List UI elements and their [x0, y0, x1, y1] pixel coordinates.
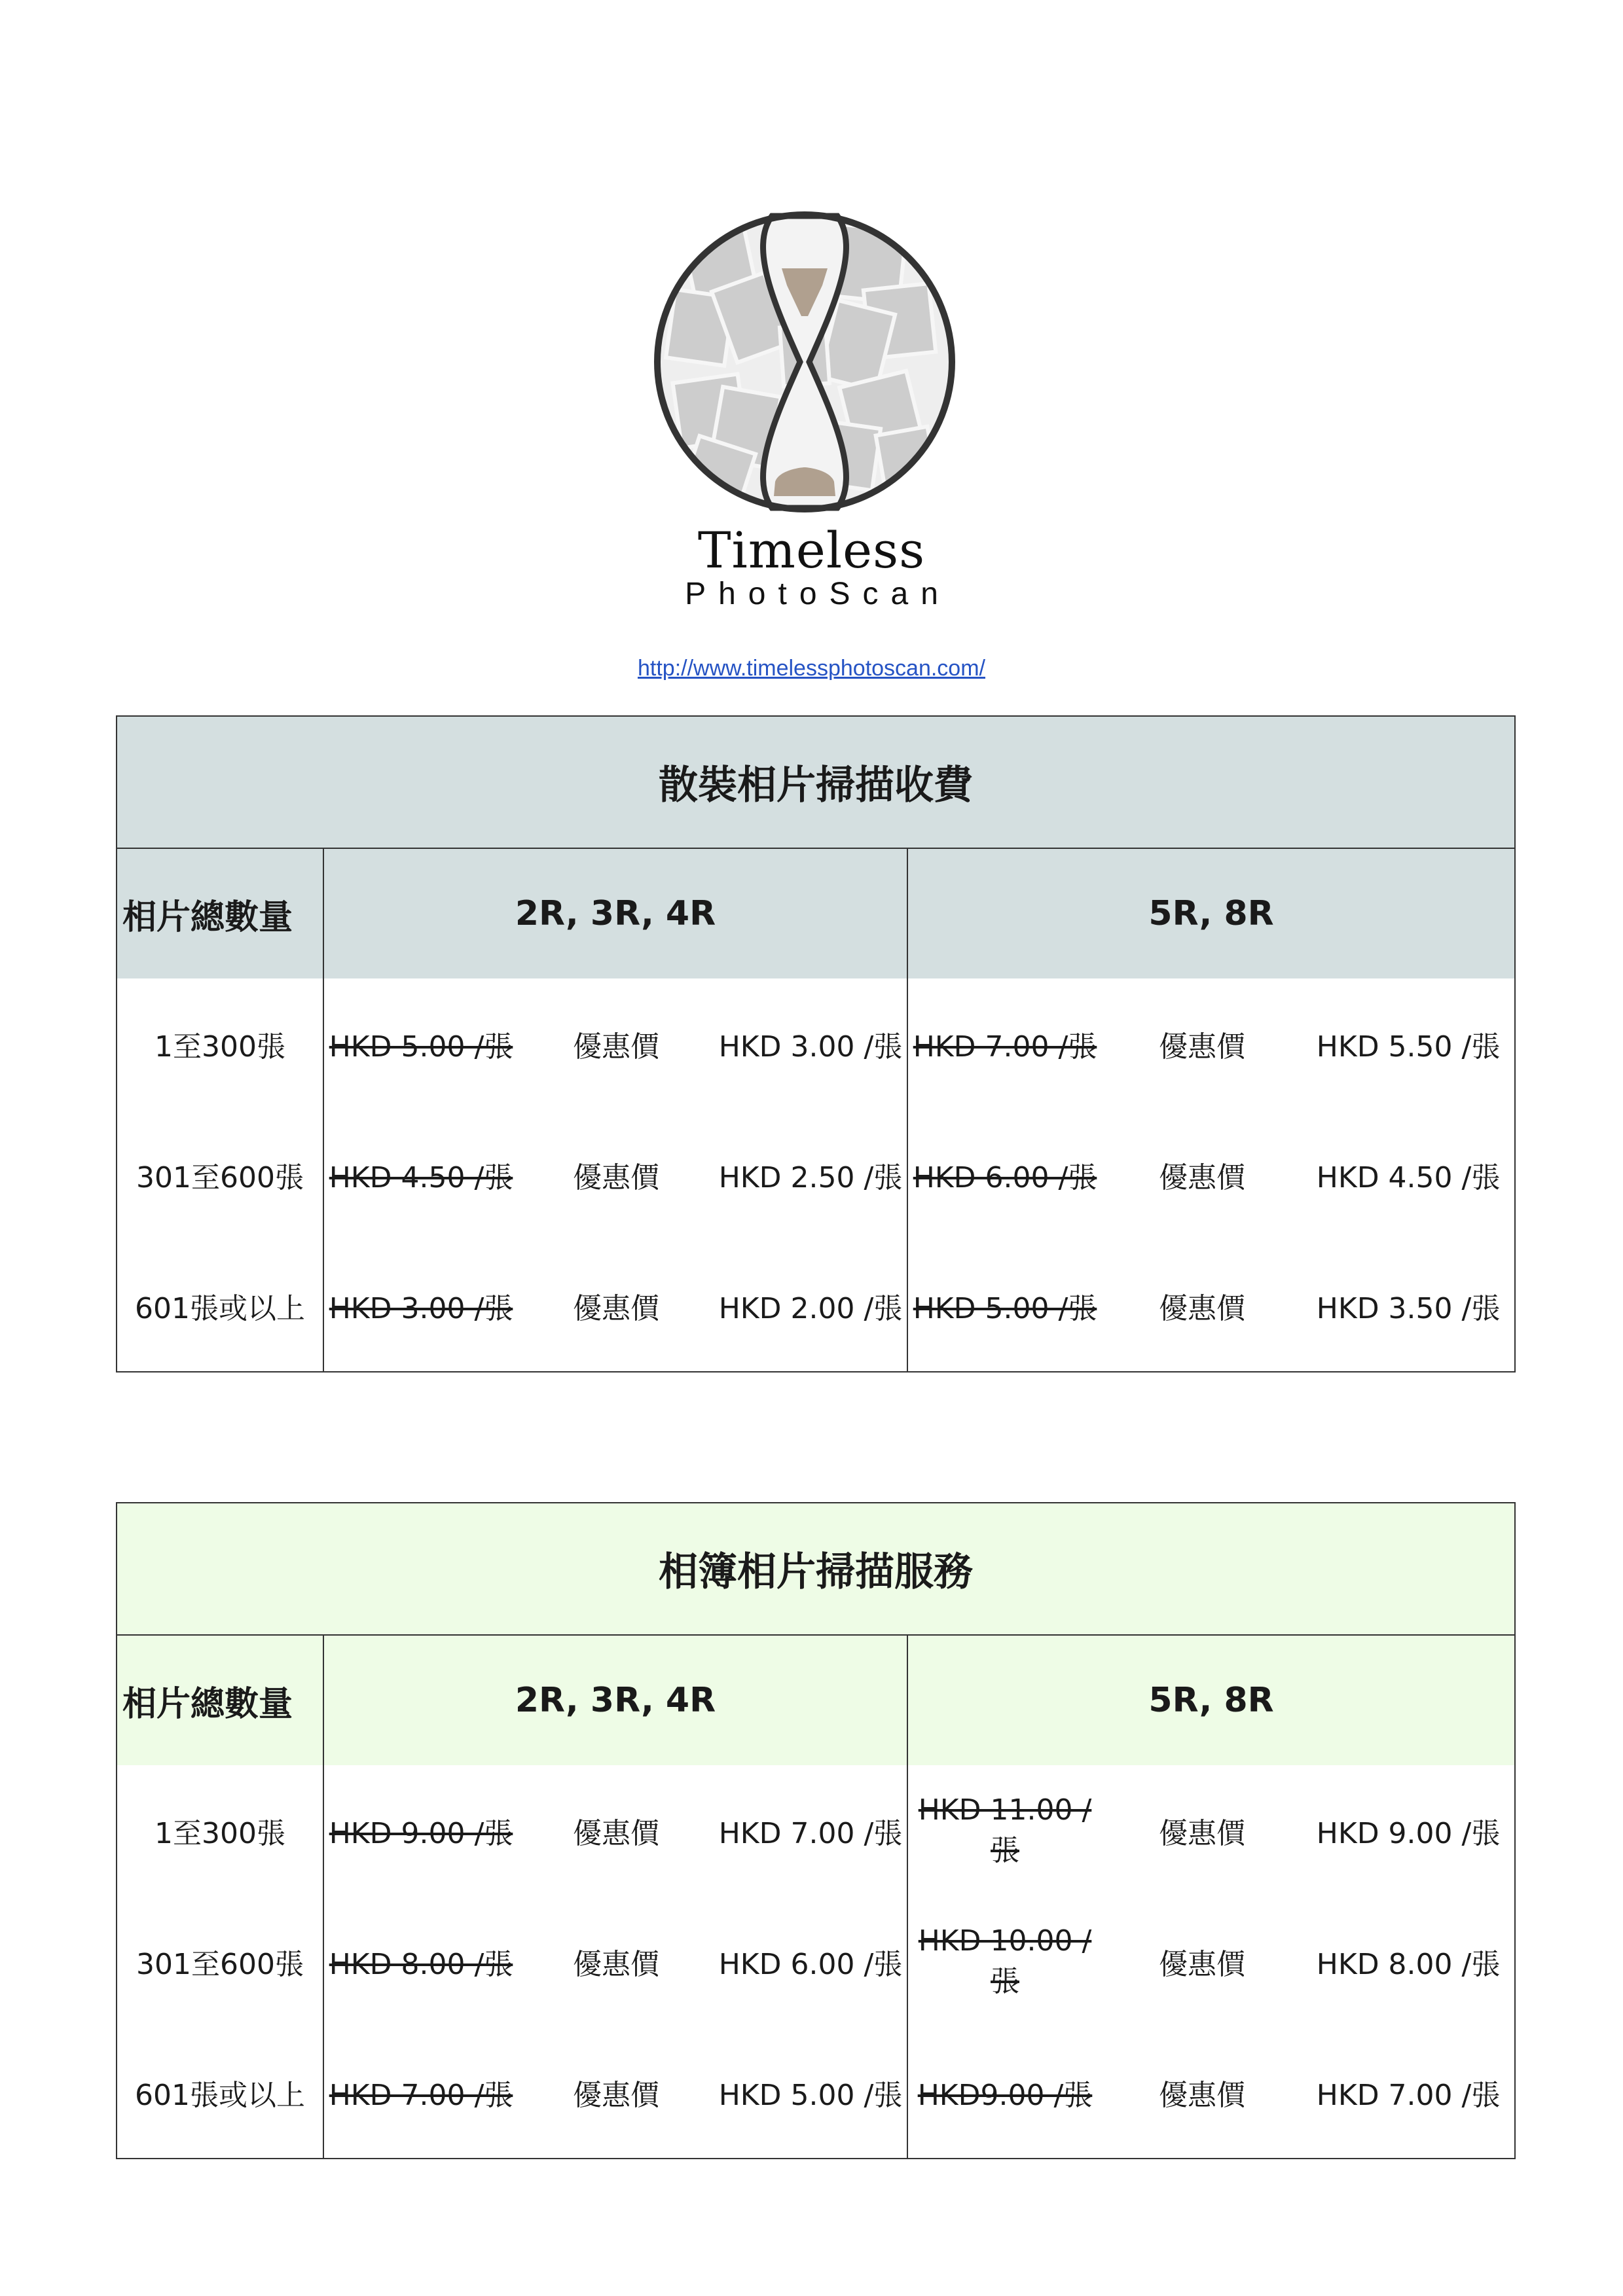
discount-price: HKD 3.00 /張 [714, 978, 907, 1109]
original-price: HKD 8.00 /張 [329, 1948, 513, 1981]
qty-cell: 601張或以上 [117, 1240, 323, 1372]
original-price: HKD 11.00 /張 [918, 1793, 1092, 1867]
discount-label: 優惠價 [573, 2079, 659, 2112]
qty-header: 相片總數量 [117, 1635, 323, 1765]
discount-price: HKD 4.50 /張 [1316, 1161, 1501, 1194]
discount-label: 優惠價 [573, 1948, 659, 1981]
size-group-header: 5R, 8R [907, 1635, 1515, 1765]
original-price: HKD 4.50 /張 [329, 1161, 513, 1194]
discount-price: HKD 9.00 /張 [1316, 1817, 1501, 1850]
hourglass-photos-icon [651, 208, 958, 516]
original-price: HKD 7.00 /張 [329, 2079, 513, 2112]
discount-price: HKD 2.50 /張 [714, 1109, 907, 1240]
website-link[interactable]: http://www.timelessphotoscan.com/ [637, 656, 985, 681]
original-price: HKD 9.00 /張 [329, 1817, 513, 1850]
discount-price: HKD 2.00 /張 [714, 1240, 907, 1372]
discount-price: HKD 7.00 /張 [714, 1765, 907, 1896]
size-group-header: 2R, 3R, 4R [323, 1635, 907, 1765]
discount-label: 優惠價 [1159, 2079, 1245, 2112]
table-row [117, 1240, 1515, 1372]
table-row [117, 2027, 1515, 2159]
discount-label: 優惠價 [1159, 1817, 1245, 1850]
table-row [117, 1765, 1515, 1896]
brand-logo [651, 208, 958, 516]
original-price: HKD 7.00 /張 [913, 1030, 1097, 1064]
discount-label: 優惠價 [1159, 1292, 1245, 1325]
discount-price: HKD 5.00 /張 [714, 2027, 907, 2159]
size-group-header: 5R, 8R [907, 848, 1515, 978]
qty-cell: 1至300張 [117, 1765, 323, 1896]
original-price: HKD 3.00 /張 [329, 1292, 513, 1325]
loose-photo-price-table [116, 715, 1516, 1372]
discount-label: 優惠價 [1159, 1948, 1245, 1981]
table-row [117, 1896, 1515, 2027]
discount-label: 優惠價 [1159, 1161, 1245, 1194]
discount-price: HKD 3.50 /張 [1316, 1292, 1501, 1325]
album-photo-price-table [116, 1502, 1516, 2159]
brand-subname: PhotoScan [685, 577, 951, 611]
discount-label: 優惠價 [573, 1161, 659, 1194]
brand-name: Timeless [697, 521, 926, 579]
qty-cell: 301至600張 [117, 1896, 323, 2027]
table-title: 散裝相片掃描收費 [117, 716, 1515, 848]
table-row [117, 1109, 1515, 1240]
table-row [117, 978, 1515, 1109]
discount-label: 優惠價 [573, 1292, 659, 1325]
discount-label: 優惠價 [1159, 1030, 1245, 1064]
discount-price: HKD 7.00 /張 [1316, 2079, 1501, 2112]
discount-price: HKD 8.00 /張 [1316, 1948, 1501, 1981]
discount-label: 優惠價 [573, 1817, 659, 1850]
original-price: HKD 6.00 /張 [913, 1161, 1097, 1194]
qty-cell: 1至300張 [117, 978, 323, 1109]
original-price: HKD 5.00 /張 [329, 1030, 513, 1064]
original-price: HKD 5.00 /張 [913, 1292, 1097, 1325]
size-group-header: 2R, 3R, 4R [323, 848, 907, 978]
table-title: 相簿相片掃描服務 [117, 1503, 1515, 1635]
qty-cell: 301至600張 [117, 1109, 323, 1240]
qty-cell: 601張或以上 [117, 2027, 323, 2159]
discount-label: 優惠價 [573, 1030, 659, 1064]
original-price: HKD9.00 /張 [917, 2079, 1093, 2112]
qty-header: 相片總數量 [117, 848, 323, 978]
original-price: HKD 10.00 /張 [918, 1924, 1092, 1998]
discount-price: HKD 6.00 /張 [714, 1896, 907, 2027]
discount-price: HKD 5.50 /張 [1316, 1030, 1501, 1064]
